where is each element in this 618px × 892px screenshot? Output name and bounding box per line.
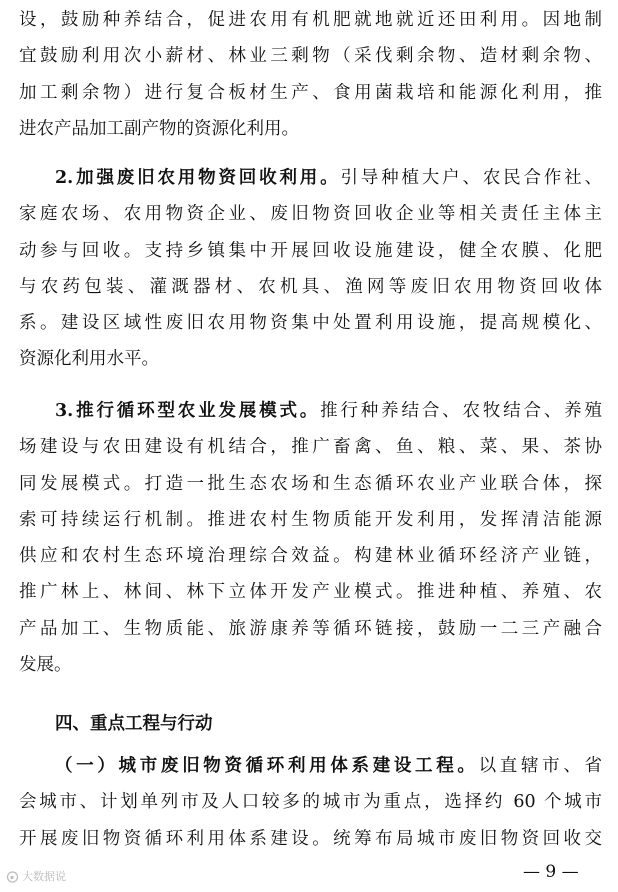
text-line: 3.推行循环型农业发展模式。推行种养结合、农牧结合、养殖 — [55, 401, 602, 421]
text-line: （一）城市废旧物资循环利用体系建设工程。以直辖市、省 — [55, 756, 603, 776]
paragraph-urban-recycling — [0, 748, 618, 857]
text-line: 产品加工、生物质能、旅游康养等循环链接，鼓励一二三产融合 — [19, 618, 602, 639]
text-line: 与农药包装、灌溉器材、农机具、渔网等废旧农用物资回收体 — [19, 276, 602, 297]
section-title: （一）城市废旧物资循环利用体系建设工程。 — [55, 756, 479, 776]
text-line: 2.加强废旧农用物资回收利用。引导种植大户、农民合作社、 — [55, 168, 602, 188]
text-line: 系。建设区域性废旧农用物资集中处置利用设施，提高规模化、 — [19, 313, 602, 334]
text-line: 开展废旧物资循环利用体系建设。统筹布局城市废旧物资回收交 — [19, 828, 602, 849]
text-line: 发展。 — [19, 655, 72, 676]
paragraph-recycling — [0, 160, 618, 378]
text-line: 索可持续运行机制。推进农村生物质能开发利用，发挥清洁能源 — [19, 509, 602, 530]
paragraph-intro — [0, 2, 618, 147]
paragraph-circular-agriculture — [0, 393, 618, 683]
text-line: 推广林上、林间、林下立体开发产业模式。推进种植、养殖、农 — [19, 582, 602, 603]
watermark-text: 大数据说 — [22, 870, 66, 883]
text-line: 场建设与农田建设有机结合，推广畜禽、鱼、粮、菜、果、茶协 — [19, 437, 602, 458]
text-line: 资源化利用水平。 — [19, 349, 159, 370]
section-title: 3.推行循环型农业发展模式。 — [55, 401, 321, 421]
text-line: 加工剩余物）进行复合板材生产、食用菌栽培和能源化利用，推 — [19, 82, 602, 103]
weibo-icon — [6, 870, 19, 883]
watermark — [6, 868, 66, 884]
text-line: 宜鼓励利用次小薪材、林业三剩物（采伐剩余物、造材剩余物、 — [19, 46, 602, 67]
text-line: 动参与回收。支持乡镇集中开展回收设施建设，健全农膜、化肥 — [19, 240, 602, 261]
text-line: 家庭农场、农用物资企业、废旧物资回收企业等相关责任主体主 — [19, 204, 602, 225]
text-line: 供应和农村生态环境治理综合效益。构建林业循环经济产业链， — [19, 546, 602, 567]
text-line: 设，鼓励种养结合，促进农用有机肥就地就近还田利用。因地制 — [19, 10, 602, 30]
chapter-heading: 四、重点工程与行动 — [55, 714, 213, 734]
section-title: 2.加强废旧农用物资回收利用。 — [55, 168, 341, 188]
page-number: — 9 — — [523, 862, 579, 882]
text-line: 同发展模式。打造一批生态农场和生态循环农业产业联合体，探 — [19, 473, 602, 494]
text-line: 进农产品加工副产物的资源化利用。 — [19, 118, 299, 139]
text-line: 会城市、计划单列市及人口较多的城市为重点，选择约 60 个城市 — [19, 792, 602, 813]
